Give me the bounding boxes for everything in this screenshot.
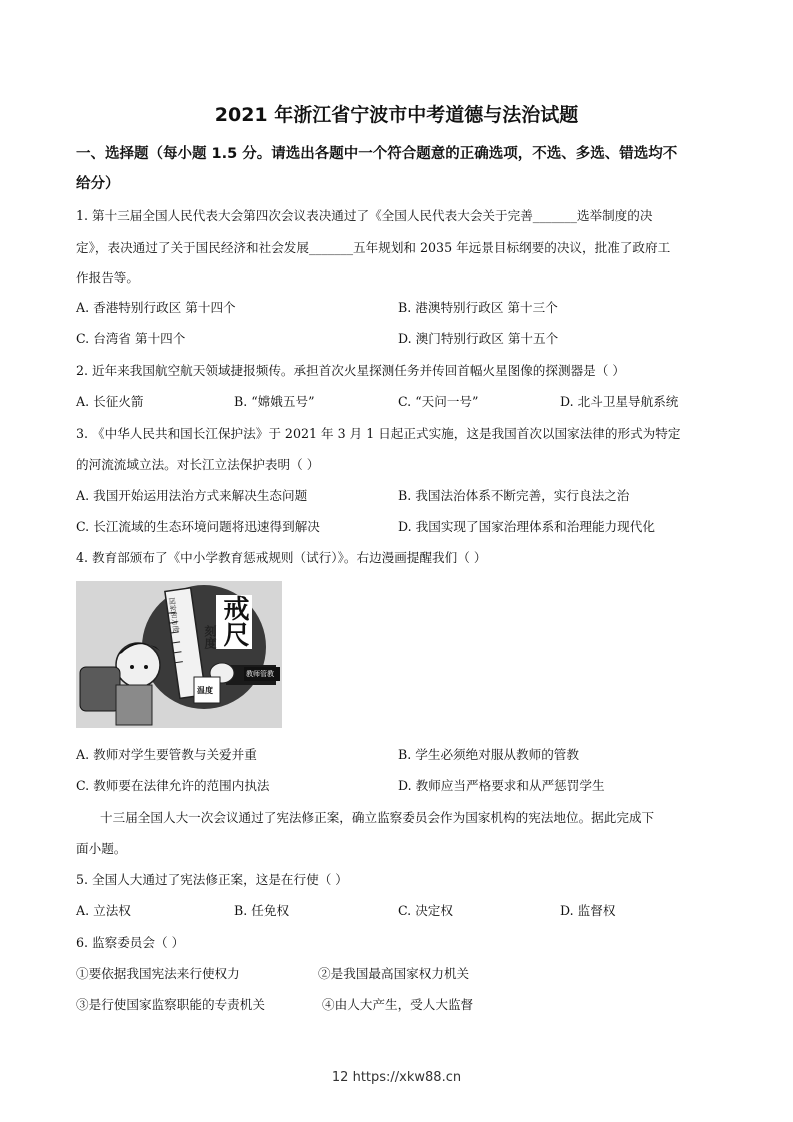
q6-statement-2: ②是我国最高国家权力机关 [318, 966, 470, 981]
q1-option-c: C. 台湾省 第十四个 [76, 331, 186, 346]
q2-option-d: D. 北斗卫星导航系统 [560, 394, 679, 409]
q4-option-c: C. 教师要在法律允许的范围内执法 [76, 778, 270, 793]
q2-option-a: A. 长征火箭 [76, 394, 144, 409]
q3-option-d: D. 我国实现了国家治理体系和治理能力现代化 [398, 519, 655, 534]
section-heading-line1: 一、选择题（每小题 1.5 分。请选出各题中一个符合题意的正确选项，不选、多选、错选均不 [76, 146, 678, 162]
material-line1: 十三届全国人大一次会议通过了宪法修正案，确立监察委员会作为国家机构的宪法地位。据此完成下 [100, 810, 655, 825]
q4-stem: 4. 教育部颁布了《中小学教育惩戒规则（试行）》。右边漫画提醒我们（ ） [76, 550, 487, 565]
q4-option-b: B. 学生必须绝对服从教师的管教 [398, 747, 579, 762]
comic-illustration [76, 581, 282, 728]
q5-option-b: B. 任免权 [234, 903, 290, 918]
q6-statement-4: ④由人大产生，受人大监督 [322, 997, 474, 1012]
q3-option-c: C. 长江流域的生态环境问题将迅速得到解决 [76, 519, 320, 534]
q6-stem: 6. 监察委员会（ ） [76, 935, 185, 950]
q1-stem-line1: 1. 第十三届全国人民代表大会第四次会议表决通过了《全国人民代表大会关于完善_______选举制度的决 [76, 208, 653, 223]
q4-option-d: D. 教师应当严格要求和从严惩罚学生 [398, 778, 605, 793]
q3-stem-line1: 3. 《中华人民共和国长江保护法》于 2021 年 3 月 1 日起正式实施，这是我国首次以国家法律的形式为特定 [76, 426, 681, 441]
comic-big-word: 戒尺 [219, 595, 249, 647]
q5-option-c: C. 决定权 [398, 903, 453, 918]
q5-stem: 5. 全国人大通过了宪法修正案，这是在行使（ ） [76, 872, 348, 887]
q1-stem-line2: 定》，表决通过了关于国民经济和社会发展_______五年规划和 2035 年远景目标纲要的决议，批准了政府工 [76, 240, 671, 255]
q2-option-c: C. “天问一号” [398, 394, 479, 409]
q6-statement-3: ③是行使国家监察职能的专责机关 [76, 997, 265, 1012]
q6-statement-1: ①要依据我国宪法来行使权力 [76, 966, 240, 981]
q4-option-a: A. 教师对学生要管教与关爱并重 [76, 747, 257, 762]
q3-option-b: B. 我国法治体系不断完善，实行良法之治 [398, 488, 630, 503]
q2-stem: 2. 近年来我国航空航天领域捷报频传。承担首次火星探测任务并传回首幅火星图像的探测器是（ ） [76, 363, 625, 378]
q2-option-b: B. “嫦娥五号” [234, 394, 315, 409]
q1-option-d: D. 澳门特别行政区 第十五个 [398, 331, 559, 346]
q1-option-b: B. 港澳特别行政区 第十三个 [398, 300, 558, 315]
comic-card-text: 温度 [197, 686, 213, 695]
comic-drawing [76, 581, 282, 728]
q5-option-a: A. 立法权 [76, 903, 131, 918]
page-title: 2021 年浙江省宁波市中考道德与法治试题 [214, 104, 579, 126]
comic-ruler-top-text: 国家和力度 [167, 597, 180, 633]
page-footer: 12 https://xkw88.cn [331, 1070, 462, 1085]
q3-option-a: A. 我国开始运用法治方式来解决生态问题 [76, 488, 308, 503]
section-heading-line2: 给分） [76, 176, 120, 192]
q5-option-d: D. 监督权 [560, 903, 616, 918]
comic-tag-text: 教师管教 [246, 670, 274, 678]
q3-stem-line2: 的河流流域立法。对长江立法保护表明（ ） [76, 457, 320, 472]
q1-option-a: A. 香港特别行政区 第十四个 [76, 300, 236, 315]
material-line2: 面小题。 [76, 841, 127, 856]
q1-stem-line3: 作报告等。 [76, 270, 139, 285]
comic-ruler-mid-text: 刻度 [203, 625, 217, 649]
